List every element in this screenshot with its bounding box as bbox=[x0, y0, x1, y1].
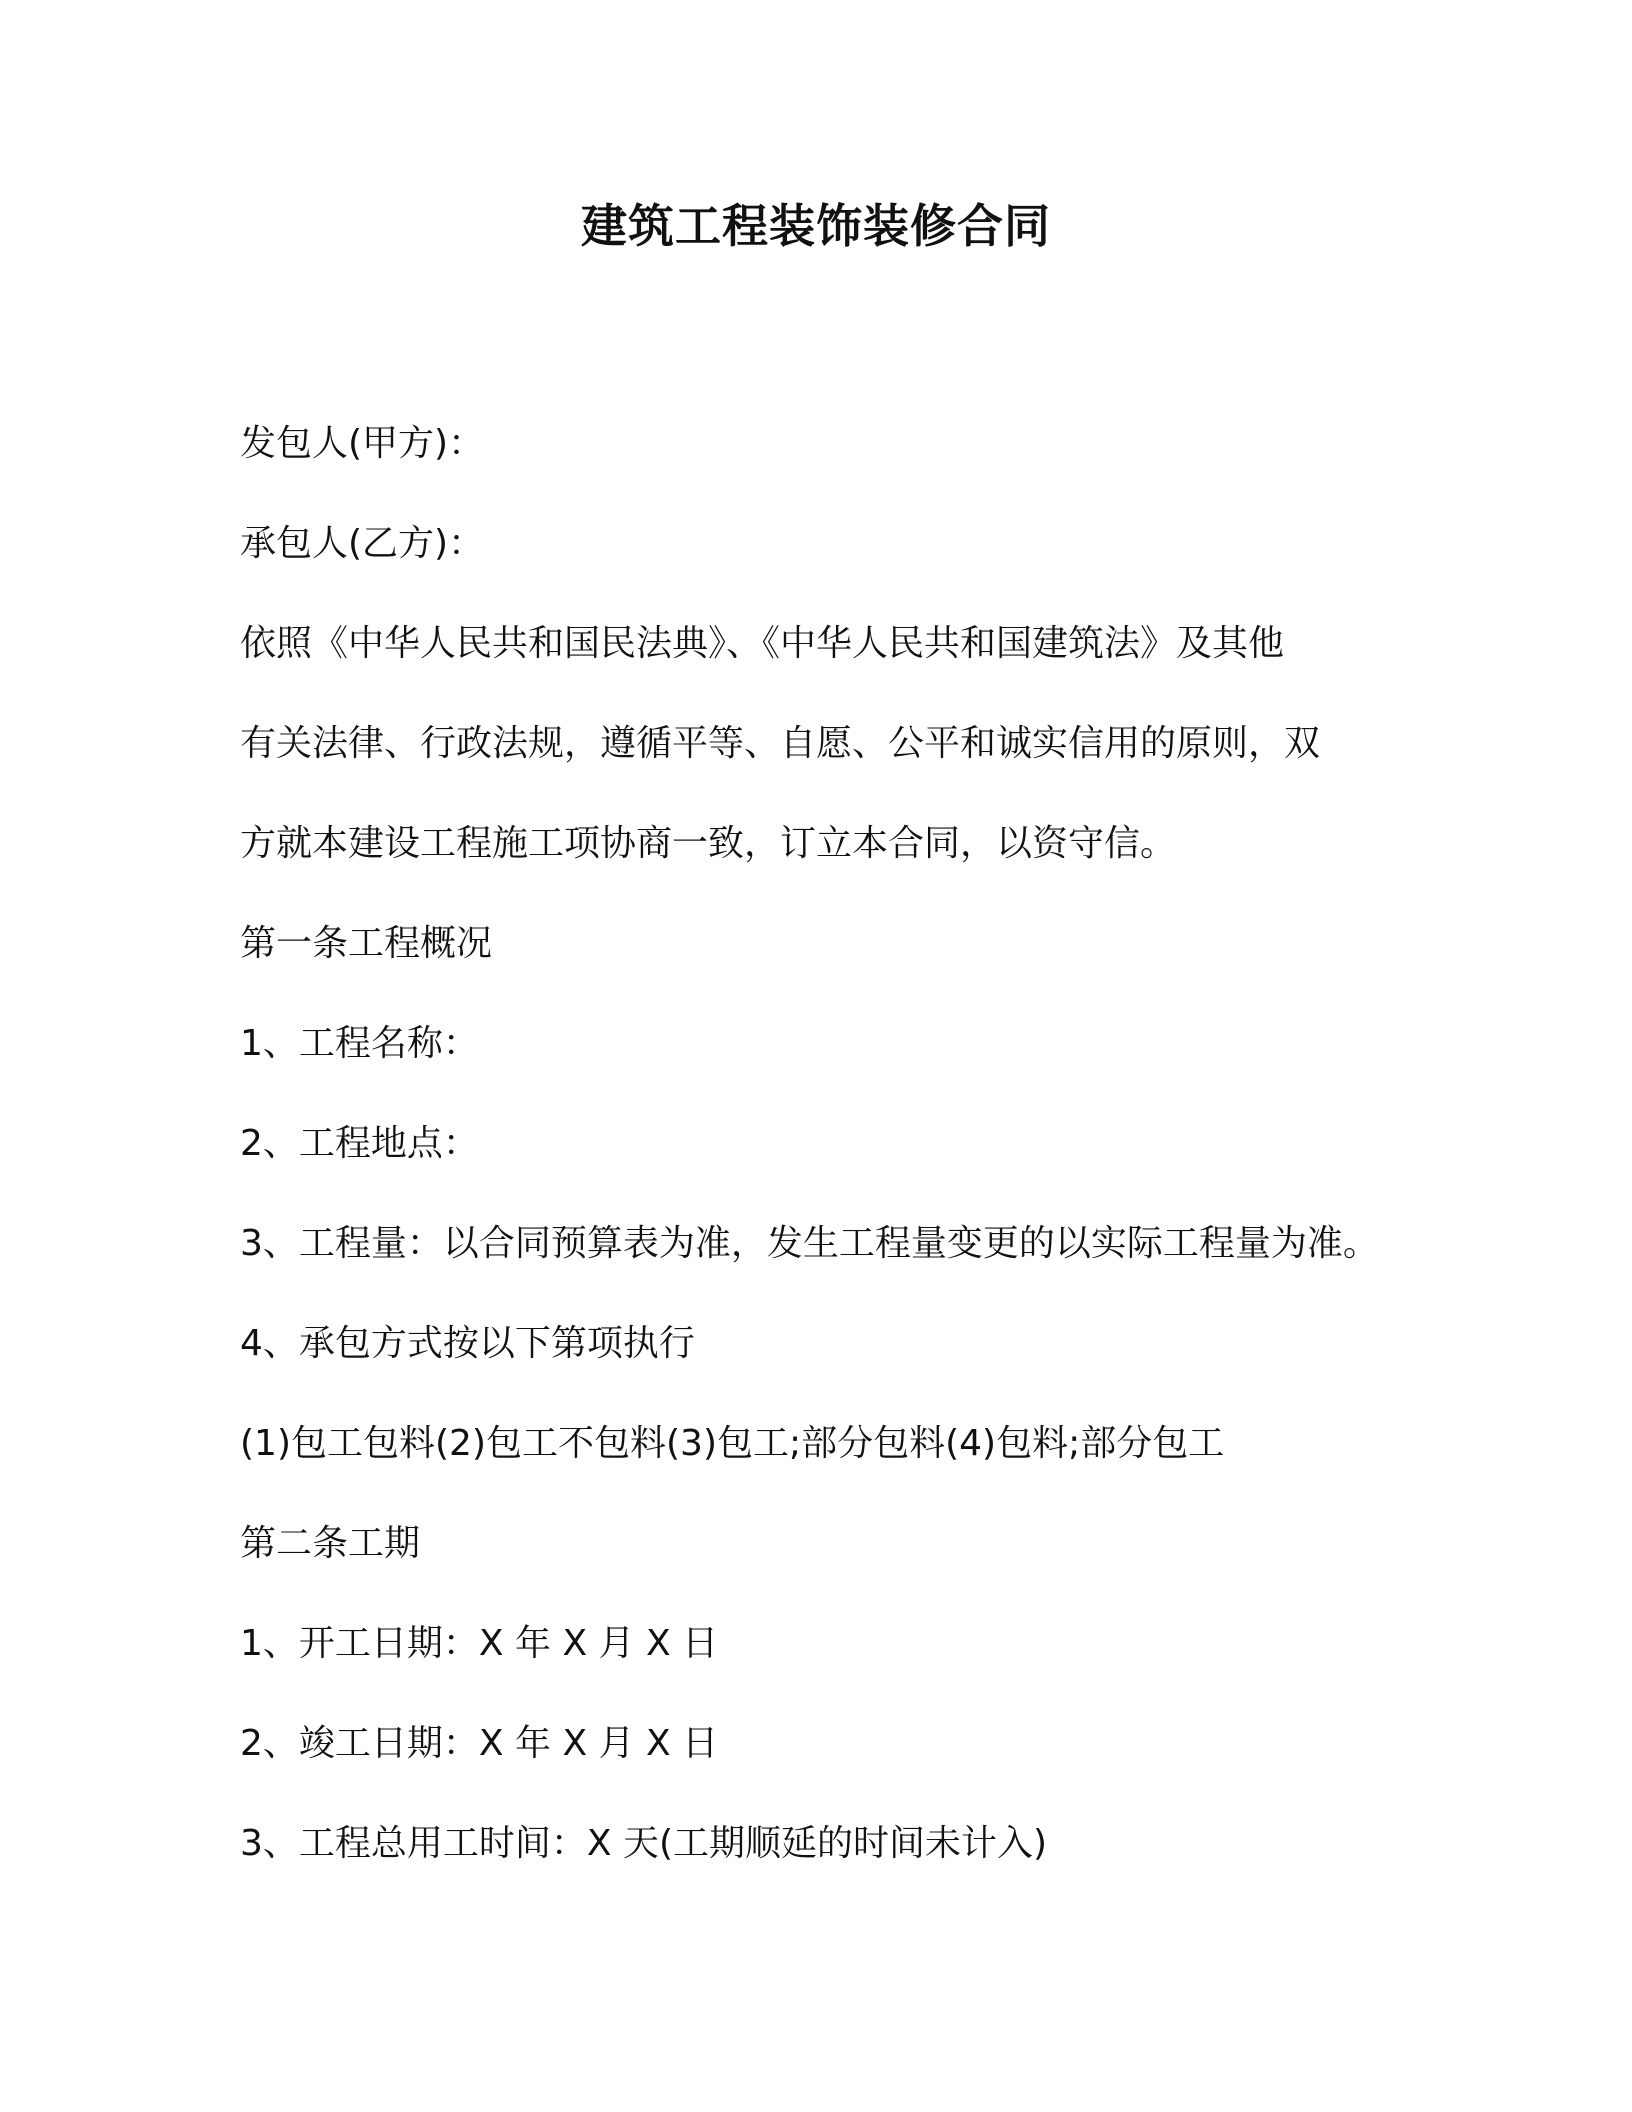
total-duration-line: 3、工程总用工时间：X 天(工期顺延的时间未计入) bbox=[240, 1823, 1048, 1864]
preamble-line-2: 有关法律、行政法规，遵循平等、自愿、公平和诚实信用的原则，双 bbox=[240, 723, 1321, 764]
start-date-line: 1、开工日期：X 年 X 月 X 日 bbox=[240, 1623, 719, 1664]
article-1-heading: 第一条工程概况 bbox=[240, 923, 493, 964]
document-title: 建筑工程装饰装修合同 bbox=[581, 199, 1051, 253]
project-quantity-line: 3、工程量：以合同预算表为准，发生工程量变更的以实际工程量为准。 bbox=[240, 1223, 1379, 1264]
project-name-line: 1、工程名称： bbox=[240, 1023, 479, 1064]
party-b-line: 承包人(乙方)： bbox=[240, 523, 485, 564]
preamble-line-1: 依照《中华人民共和国民法典》、《中华人民共和国建筑法》及其他 bbox=[240, 623, 1285, 664]
contract-options-line: (1)包工包料(2)包工不包料(3)包工;部分包料(4)包料;部分包工 bbox=[240, 1423, 1225, 1464]
completion-date-line: 2、竣工日期：X 年 X 月 X 日 bbox=[240, 1723, 719, 1764]
article-2-heading: 第二条工期 bbox=[240, 1523, 421, 1564]
contract-method-line: 4、承包方式按以下第项执行 bbox=[240, 1323, 695, 1364]
preamble-line-3: 方就本建设工程施工项协商一致，订立本合同，以资守信。 bbox=[240, 823, 1177, 864]
project-location-line: 2、工程地点： bbox=[240, 1123, 479, 1164]
party-a-line: 发包人(甲方)： bbox=[240, 423, 485, 464]
